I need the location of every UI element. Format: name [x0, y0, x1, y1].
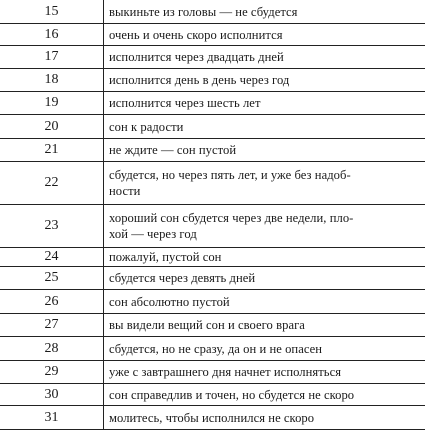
- table-row: [0, 361, 425, 384]
- table-row: [0, 406, 425, 430]
- table-row: [0, 337, 425, 361]
- meaning-text: очень и очень скоро исполнится: [103, 24, 425, 45]
- day-number: 18: [44, 72, 59, 87]
- table-row: [0, 205, 425, 248]
- day-number: 26: [44, 293, 59, 309]
- meaning-text: исполнится день в день через год: [103, 69, 425, 91]
- day-number: 27: [44, 317, 59, 332]
- table-row: [0, 248, 425, 267]
- table-row: [0, 115, 425, 139]
- meaning-text: сбудется, но не сразу, да он и не опасен: [103, 337, 425, 360]
- meaning-text: выкиньте из головы — не сбудется: [103, 0, 425, 23]
- table-row: [0, 69, 425, 92]
- meaning-text: молитесь, чтобы исполнился не скоро: [103, 406, 425, 429]
- day-number: 29: [44, 364, 59, 379]
- day-number: 20: [44, 118, 59, 134]
- day-number: 19: [44, 95, 59, 110]
- day-number: 28: [44, 340, 59, 356]
- day-number: 17: [44, 49, 59, 64]
- day-number: 21: [44, 142, 59, 157]
- table-row: [0, 314, 425, 337]
- table-row: [0, 290, 425, 314]
- table-row: [0, 139, 425, 162]
- table-row: [0, 46, 425, 69]
- meaning-text: пожалуй, пустой сон: [103, 248, 425, 266]
- meaning-text: сон справедлив и точен, но сбудется не скоро: [103, 384, 425, 405]
- meaning-text: сон к радости: [103, 115, 425, 138]
- day-number: 25: [44, 270, 59, 285]
- table-row: [0, 384, 425, 406]
- day-number: 23: [44, 218, 59, 233]
- table-row: [0, 162, 425, 205]
- day-number: 22: [44, 175, 59, 190]
- meaning-text: вы видели вещий сон и своего врага: [103, 314, 425, 336]
- meaning-text: исполнится через двадцать дней: [103, 46, 425, 68]
- meaning-text: уже с завтрашнего дня начнет исполняться: [103, 361, 425, 383]
- meaning-text: сбудется через девять дней: [103, 267, 425, 289]
- day-number: 16: [44, 26, 59, 42]
- meaning-text: хороший сон сбудется через две недели, пло- хой — через год: [103, 205, 425, 247]
- day-number: 15: [44, 3, 59, 19]
- day-number: 30: [44, 386, 59, 402]
- day-number: 31: [44, 409, 59, 425]
- table-row: [0, 267, 425, 290]
- meaning-text: исполнится через шесть лет: [103, 92, 425, 114]
- meaning-text: не ждите — сон пустой: [103, 139, 425, 161]
- meaning-text: сон абсолютно пустой: [103, 290, 425, 313]
- table-row: [0, 24, 425, 46]
- day-number: 24: [44, 249, 59, 264]
- table-row: [0, 92, 425, 115]
- meaning-text: сбудется, но через пять лет, и уже без надоб- ности: [103, 162, 425, 204]
- table-row: [0, 0, 425, 24]
